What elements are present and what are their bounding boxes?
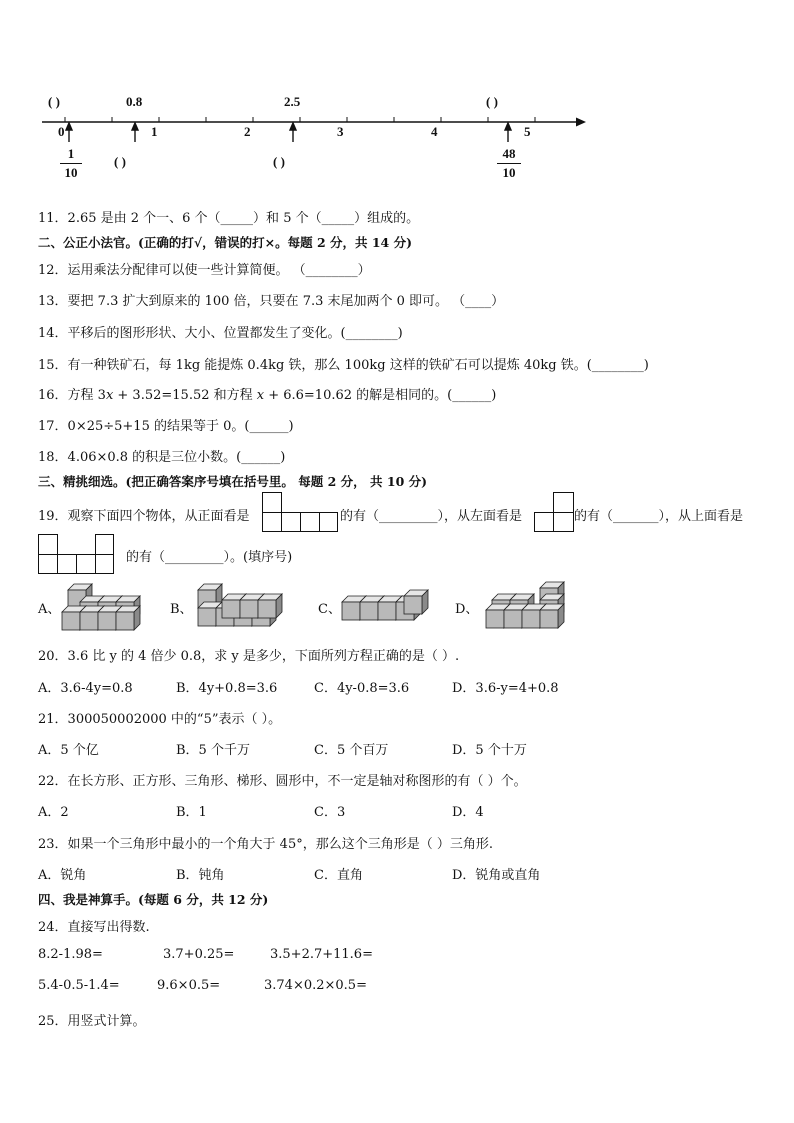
q19-option-c-cubes	[340, 588, 430, 628]
q21-option-b: B．5 个千万	[176, 743, 250, 758]
question-17: 17．0×25÷5+15 的结果等于 0。(______)	[38, 419, 294, 434]
q23-option-a: A．锐角	[38, 868, 87, 883]
q24-expr-2: 3.7+0.25=	[163, 947, 235, 962]
q19-option-a-label: A、	[38, 602, 61, 617]
nl-bottom-blank-2: ( )	[273, 154, 285, 169]
front-view-figure	[262, 492, 338, 532]
question-18: 18．4.06×0.8 的积是三位小数。(______)	[38, 450, 286, 465]
q22-option-d: D．4	[452, 805, 484, 820]
q19-option-d-label: D、	[455, 602, 479, 617]
nl-tick-1: 1	[151, 124, 158, 139]
question-11: 11．2.65 是由 2 个一、6 个（_____）和 5 个（_____）组成的。	[38, 211, 420, 226]
q19-option-b-label: B、	[170, 602, 193, 617]
q23-option-d: D．锐角或直角	[452, 868, 541, 883]
q22-option-c: C．3	[314, 805, 346, 820]
q19-option-a-cubes	[60, 580, 144, 632]
question-19-part1: 19．观察下面四个物体，从正面看是	[38, 509, 250, 524]
q19-option-c-label: C、	[318, 602, 341, 617]
q24-expr-6: 3.74×0.2×0.5=	[264, 978, 367, 993]
question-22: 22．在长方形、正方形、三角形、梯形、圆形中，不一定是轴对称图形的有（ ）个。	[38, 774, 527, 789]
section-2-title: 二、公正小法官。(正确的打√，错误的打×。每题 2 分，共 14 分)	[38, 235, 413, 250]
q23-option-c: C．直角	[314, 868, 363, 883]
q22-option-a: A．2	[38, 805, 69, 820]
q24-expr-1: 8.2-1.98=	[38, 947, 103, 962]
question-19-part4: 的有（_________）。(填序号)	[126, 550, 293, 565]
nl-tick-4: 4	[431, 124, 438, 139]
q20-option-b: B．4y+0.8=3.6	[176, 681, 278, 696]
q22-option-b: B．1	[176, 805, 207, 820]
nl-tick-2: 2	[244, 124, 251, 139]
q24-expr-4: 5.4-0.5-1.4=	[38, 978, 120, 993]
question-16: 16．方程 3𝑥 + 3.52=15.52 和方程 𝑥 + 6.6=10.62 的解是相同的。(______)	[38, 388, 497, 403]
nl-fraction-1-10: 1 10	[60, 146, 82, 181]
nl-top-label-25: 2.5	[284, 94, 301, 109]
q21-option-d: D．5 个十万	[452, 743, 527, 758]
q20-option-d: D．3.6-y=4+0.8	[452, 681, 559, 696]
nl-top-label-08: 0.8	[126, 94, 143, 109]
section-4-title: 四、我是神算手。(每题 6 分，共 12 分)	[38, 892, 269, 907]
question-25: 25．用竖式计算。	[38, 1014, 146, 1029]
q21-option-a: A．5 个亿	[38, 743, 99, 758]
q20-option-c: C．4y-0.8=3.6	[314, 681, 410, 696]
question-20: 20．3.6 比 y 的 4 倍少 0.8，求 y 是多少，下面所列方程正确的是（ ）.	[38, 649, 460, 664]
question-12: 12．运用乘法分配律可以使一些计算简便。 （________）	[38, 263, 371, 278]
nl-tick-5: 5	[524, 124, 531, 139]
question-15: 15．有一种铁矿石，每 1kg 能提炼 0.4kg 铁，那么 100kg 这样的铁矿石可以提炼 40kg 铁。(________)	[38, 358, 649, 373]
nl-top-blank-2: ( )	[486, 94, 498, 109]
nl-top-blank-1: ( )	[48, 94, 60, 109]
nl-fraction-48-10: 48 10	[497, 146, 521, 181]
q24-expr-5: 9.6×0.5=	[157, 978, 221, 993]
nl-bottom-blank-1: ( )	[114, 154, 126, 169]
question-19-part3: 的有（_______），从上面看是	[574, 509, 744, 524]
left-view-figure	[534, 492, 574, 532]
nl-tick-3: 3	[337, 124, 344, 139]
top-view-figure	[38, 534, 114, 574]
section-3-title: 三、精挑细选。(把正确答案序号填在括号里。 每题 2 分， 共 10 分)	[38, 474, 428, 489]
q23-option-b: B．钝角	[176, 868, 225, 883]
question-23: 23．如果一个三角形中最小的一个角大于 45°，那么这个三角形是（ ）三角形.	[38, 837, 493, 852]
q24-expr-3: 3.5+2.7+11.6=	[270, 947, 373, 962]
question-19-part2: 的有（_________），从左面看是	[340, 509, 523, 524]
question-21: 21．300050002000 中的“5”表示（ ）。	[38, 712, 282, 727]
q21-option-c: C．5 个百万	[314, 743, 389, 758]
question-13: 13．要把 7.3 扩大到原来的 100 倍，只要在 7.3 末尾加两个 0 即可。 （____）	[38, 294, 505, 309]
nl-tick-0: 0	[58, 124, 65, 139]
question-14: 14．平移后的图形形状、大小、位置都发生了变化。(________)	[38, 326, 403, 341]
question-24: 24．直接写出得数.	[38, 920, 150, 935]
q20-option-a: A．3.6-4y=0.8	[38, 681, 133, 696]
q19-option-d-cubes	[484, 580, 574, 632]
q19-option-b-cubes	[196, 582, 286, 632]
